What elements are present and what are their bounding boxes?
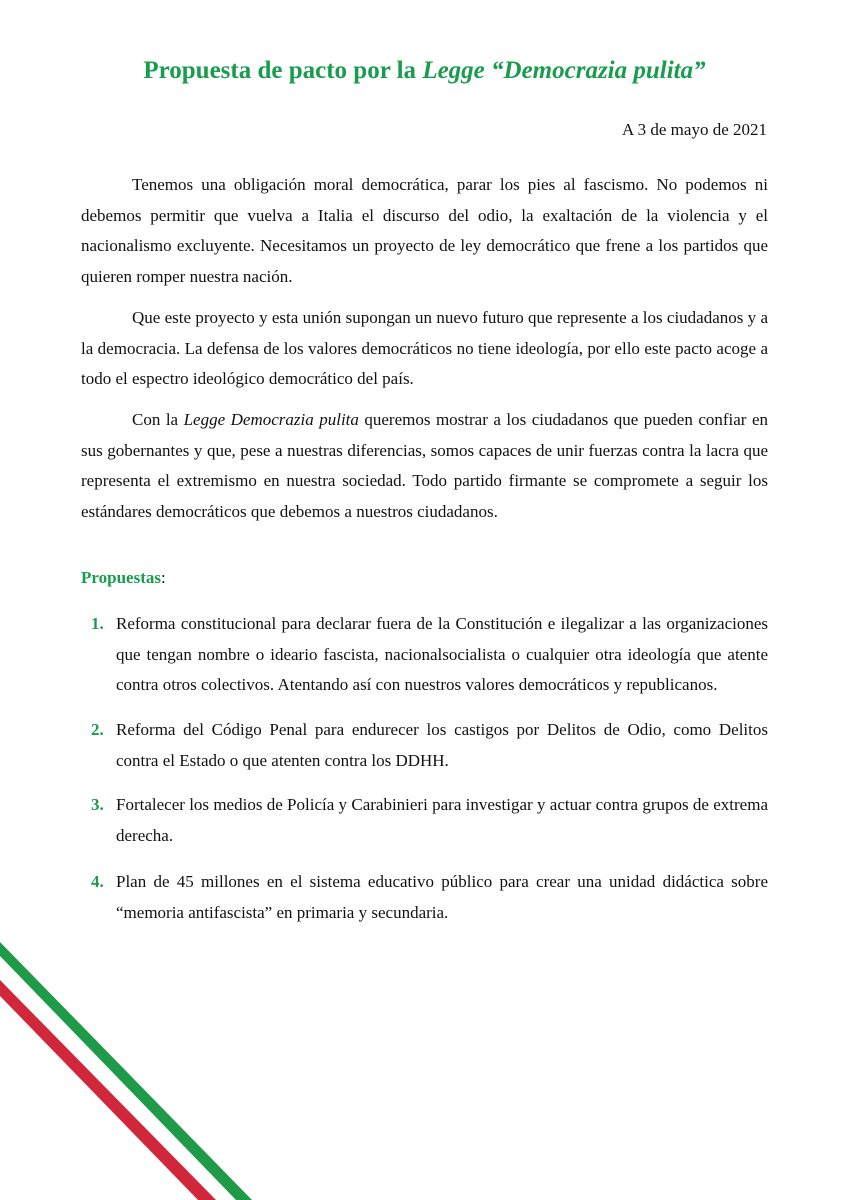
title-law-name: Legge “Democrazia pulita” <box>422 57 706 84</box>
proposal-item <box>81 715 768 776</box>
proposals-colon: : <box>160 568 166 587</box>
proposal-number: 1. <box>91 614 104 633</box>
paragraph-3 <box>81 405 768 527</box>
title-main: Propuesta de pacto por la <box>143 57 423 84</box>
proposal-text: Plan de 45 millones en el sistema educativo público para crear una unidad didáctica sobre “memoria antifascista” en primaria y secundaria. <box>116 872 768 922</box>
proposal-text: Reforma del Código Penal para endurecer los castigos por Delitos de Odio, como Delitos contra el Estado o que atenten contra los DDHH. <box>116 720 768 770</box>
italian-flag-stripes-decoration <box>0 930 300 1200</box>
proposal-item <box>81 609 768 701</box>
red-stripe <box>0 980 216 1200</box>
proposal-text: Reforma constitucional para declarar fuera de la Constitución e ilegalizar a las organizaciones que tengan nombre o ideario fascista, nacionalsocialista o cualquier otra ideología que atente contra otros colectivos. Atentando así con nuestros valores democráticos y republicanos. <box>116 614 768 694</box>
proposal-number: 4. <box>91 872 104 891</box>
proposal-number: 2. <box>91 720 104 739</box>
document-title <box>0 54 849 88</box>
paragraph-3-lead: Con la <box>132 410 184 429</box>
paragraph-1: Tenemos una obligación moral democrática, parar los pies al fascismo. No podemos ni debemos permitir que vuelva a Italia el discurso del odio, la exaltación de la violencia y el nacionalismo excluyente. Necesitamos un proyecto de ley democrático que frene a los partidos que quieren romper nuestra nación. <box>81 175 768 286</box>
proposals-label: Propuestas <box>81 568 161 587</box>
proposal-item <box>81 790 768 851</box>
paragraph-3-rest: queremos mostrar a los ciudadanos que pueden confiar en sus gobernantes y que, pese a nuestras diferencias, somos capaces de unir fuerzas contra la lacra que representa el extremismo en nuestra sociedad. Todo partido firmante se compromete a seguir los estándares democráticos que debemos a nuestros ciudadanos. <box>81 410 768 521</box>
proposal-number: 3. <box>91 795 104 814</box>
proposal-item <box>81 867 768 928</box>
paragraph-3-law-name: Legge Democrazia pulita <box>183 410 359 429</box>
proposal-text: Fortalecer los medios de Policía y Carabinieri para investigar y actuar contra grupos de extrema derecha. <box>116 795 768 845</box>
green-stripe <box>0 942 252 1200</box>
document-date: A 3 de mayo de 2021 <box>622 120 767 139</box>
paragraph-2: Que este proyecto y esta unión supongan un nuevo futuro que represente a los ciudadanos y a la democracia. La defensa de los valores democráticos no tiene ideología, por ello este pacto acoge a todo el espectro ideológico democrático del país. <box>81 308 768 388</box>
proposals-heading <box>81 563 166 593</box>
